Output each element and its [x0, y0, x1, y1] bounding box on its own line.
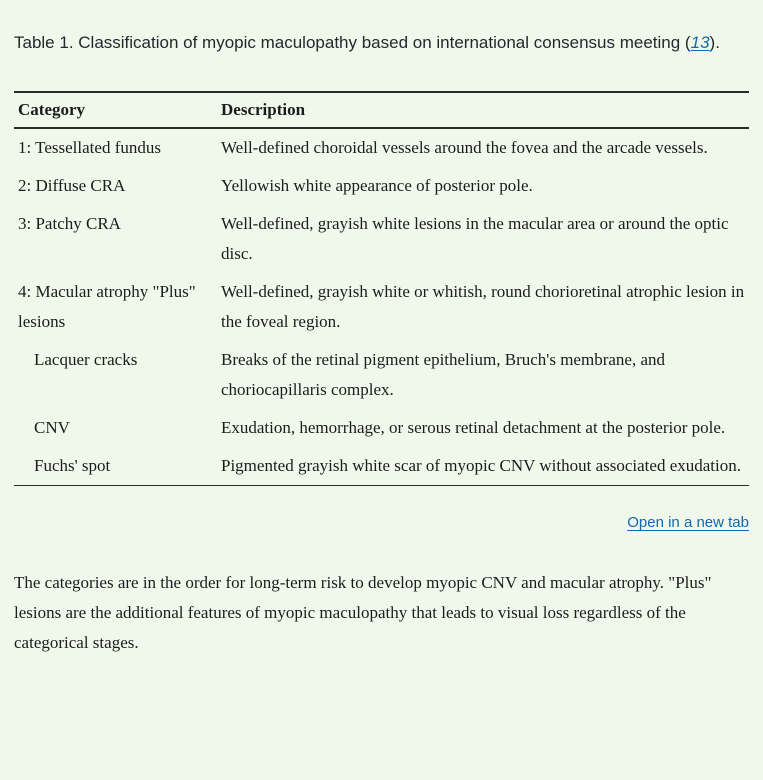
category-cell: 4: Macular atrophy "Plus" lesions [18, 282, 196, 331]
description-cell: Yellowish white appearance of posterior pole. [221, 176, 533, 195]
citation-ref-link[interactable]: 13 [690, 33, 710, 52]
table-row [14, 205, 749, 273]
table-row [14, 273, 749, 341]
caption-text-after-ref: ). [709, 33, 720, 52]
category-cell: Lacquer cracks [34, 350, 138, 369]
category-cell: CNV [34, 418, 70, 437]
table-header-row [14, 92, 749, 128]
table-row-sub-item [14, 409, 749, 447]
category-cell: 1: Tessellated fundus [18, 138, 161, 157]
category-cell: 2: Diffuse CRA [18, 176, 126, 195]
classification-table [14, 91, 749, 486]
table-actions [14, 514, 749, 532]
description-cell: Well-defined, grayish white or whitish, round chorioretinal atrophic lesion in the foveal region. [221, 282, 745, 331]
table-caption [14, 28, 749, 57]
column-header-category: Category [14, 92, 217, 128]
open-in-new-tab-link[interactable]: Open in a new tab [627, 514, 749, 531]
table-footnote: The categories are in the order for long-term risk to develop myopic CNV and macular atrophy. "Plus" lesions are the additional features of myopic maculopathy that leads to visual loss regardless of the categorical stages. [14, 573, 712, 652]
description-cell: Well-defined choroidal vessels around the fovea and the arcade vessels. [221, 138, 708, 157]
table-row [14, 128, 749, 167]
column-header-description: Description [217, 92, 749, 128]
description-cell: Pigmented grayish white scar of myopic CNV without associated exudation. [221, 456, 741, 475]
category-cell: 3: Patchy CRA [18, 214, 121, 233]
table-row [14, 167, 749, 205]
description-cell: Exudation, hemorrhage, or serous retinal detachment at the posterior pole. [221, 418, 726, 437]
category-cell: Fuchs' spot [34, 456, 111, 475]
description-cell: Well-defined, grayish white lesions in the macular area or around the optic disc. [221, 214, 729, 263]
caption-text-before-ref: Table 1. Classification of myopic maculopathy based on international consensus meeting ( [14, 33, 691, 52]
table-row-sub-item [14, 341, 749, 409]
table-row-sub-item [14, 447, 749, 486]
description-cell: Breaks of the retinal pigment epithelium, Bruch's membrane, and choriocapillaris complex. [221, 350, 665, 399]
